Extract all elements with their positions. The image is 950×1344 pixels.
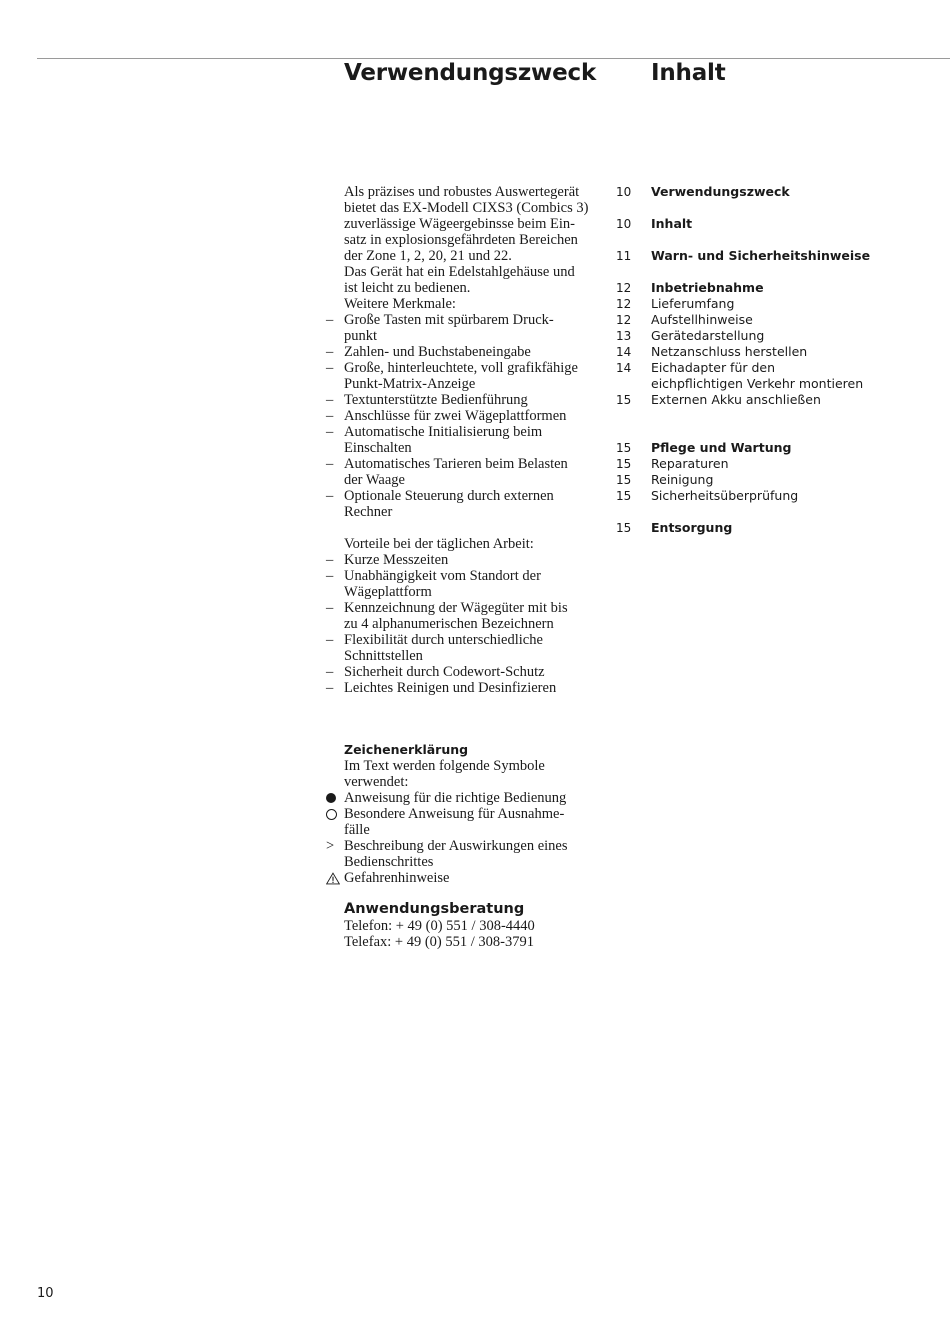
dash-marker: – (326, 408, 334, 424)
dash-marker: – (326, 424, 334, 440)
feature-item (326, 456, 594, 488)
symbol-legend (326, 742, 594, 886)
intro-paragraph (344, 184, 594, 312)
feature-line: Rechner (344, 504, 393, 520)
feature-line: Einschalten (344, 440, 412, 456)
top-rule (37, 58, 950, 59)
dash-marker: – (326, 344, 334, 360)
toc-page: 11 (616, 249, 632, 263)
warning-triangle-icon (326, 870, 340, 886)
advantages-list (326, 552, 594, 696)
dash-marker: – (326, 360, 334, 376)
toc-page: 15 (616, 393, 632, 407)
toc-page: 15 (616, 457, 632, 471)
toc-entry[interactable] (616, 280, 936, 296)
feature-item (326, 424, 594, 456)
advice-phone: Telefon: + 49 (0) 551 / 308-4440 (344, 918, 535, 934)
toc-page: 14 (616, 345, 632, 359)
toc-entry[interactable] (616, 488, 936, 504)
toc-page: 15 (616, 489, 632, 503)
legend-title: Zeichenerklärung (344, 742, 469, 757)
toc-title: Inhalt (651, 216, 693, 231)
feature-line: der Waage (344, 472, 405, 488)
toc-page: 12 (616, 313, 632, 327)
feature-item (326, 488, 594, 520)
advantage-line: Flexibilität durch unterschiedliche (344, 632, 543, 648)
legend-item (344, 790, 594, 806)
features-list (326, 312, 594, 520)
toc-entry[interactable] (616, 456, 936, 472)
feature-item (326, 392, 594, 408)
feature-item (326, 344, 594, 360)
advantage-item (326, 680, 594, 696)
advantage-line: zu 4 alphanumerischen Bezeichnern (344, 616, 554, 632)
toc-title: Reinigung (651, 472, 714, 487)
dash-marker: – (326, 568, 334, 584)
toc-title: Externen Akku anschließen (651, 392, 821, 407)
advice-title: Anwendungsberatung (344, 901, 525, 917)
feature-line: Große, hinterleuchtete, voll grafikfähige (344, 360, 578, 376)
advantage-line: Kurze Messzeiten (344, 552, 449, 568)
advantage-line: Wägeplattform (344, 584, 432, 600)
legend-item-line: Gefahrenhinweise (344, 870, 450, 886)
dash-marker: – (326, 552, 334, 568)
feature-line: Anschlüsse für zwei Wägeplattformen (344, 408, 567, 424)
feature-line: Große Tasten mit spürbarem Druck- (344, 312, 554, 328)
dash-marker: – (326, 488, 334, 504)
legend-item-line: Besondere Anweisung für Ausnahme- (344, 806, 565, 822)
toc-entry[interactable] (616, 392, 936, 408)
toc-title: Lieferumfang (651, 296, 735, 311)
toc-page: 15 (616, 473, 632, 487)
dash-marker: – (326, 600, 334, 616)
toc-title: Sicherheitsüberprüfung (651, 488, 799, 503)
legend-item (326, 838, 594, 870)
page-number: 10 (37, 1286, 54, 1301)
dash-marker: – (326, 664, 334, 680)
toc-page: 15 (616, 441, 632, 455)
dash-marker: – (326, 392, 334, 408)
advantage-item (326, 552, 594, 568)
dash-marker: – (326, 680, 334, 696)
toc-entry[interactable] (616, 520, 936, 536)
feature-item (326, 312, 594, 344)
toc-page: 13 (616, 329, 632, 343)
toc-title: Reparaturen (651, 456, 729, 471)
feature-line: punkt (344, 328, 378, 344)
toc-entry[interactable] (616, 328, 936, 344)
greater-than-icon: > (326, 838, 335, 854)
dash-marker: – (326, 456, 334, 472)
toc-title: Inbetriebnahme (651, 280, 764, 295)
advantage-line: Leichtes Reinigen und Desinfizieren (344, 680, 557, 696)
heading-purpose: Verwendungszweck (344, 60, 597, 86)
legend-item (344, 870, 594, 886)
feature-line: Zahlen- und Buchstabeneingabe (344, 344, 531, 360)
legend-item-line: Beschreibung der Auswirkungen eines (344, 838, 568, 854)
table-of-contents (616, 184, 936, 536)
filled-circle-icon (326, 790, 340, 806)
toc-page: 14 (616, 361, 632, 375)
advantage-item (326, 632, 594, 664)
feature-line: Automatische Initialisierung beim (344, 424, 543, 440)
heading-contents: Inhalt (651, 60, 726, 86)
toc-entry[interactable] (616, 216, 936, 232)
feature-line: Optionale Steuerung durch externen (344, 488, 554, 504)
advantage-item (326, 568, 594, 600)
intro-line: Das Gerät hat ein Edelstahlgehäuse und (344, 264, 575, 280)
spacer (344, 520, 594, 536)
dash-marker: – (326, 632, 334, 648)
advantage-item (326, 664, 594, 680)
intro-line: zuverlässige Wägeergebinsse beim Ein- (344, 216, 575, 232)
intro-line: bietet das EX-Modell CIXS3 (Combics 3) (344, 200, 589, 216)
advantages-title: Vorteile bei der täglichen Arbeit: (344, 536, 534, 552)
feature-line: Punkt-Matrix-Anzeige (344, 376, 476, 392)
legend-intro-line: Im Text werden folgende Symbole (344, 758, 545, 774)
purpose-section (326, 184, 594, 696)
toc-title: Verwendungszweck (651, 184, 790, 199)
intro-line: satz in explosionsgefährdeten Bereichen (344, 232, 578, 248)
application-advice (344, 900, 594, 950)
legend-intro-line: verwendet: (344, 774, 409, 790)
toc-entry[interactable] (616, 248, 936, 264)
toc-page: 10 (616, 185, 632, 199)
advantage-line: Kennzeichnung der Wägegüter mit bis (344, 600, 568, 616)
legend-item (344, 806, 594, 838)
feature-line: Automatisches Tarieren beim Belasten (344, 456, 568, 472)
toc-title: Pflege und Wartung (651, 440, 792, 455)
advantage-item (326, 600, 594, 632)
advantage-line: Sicherheit durch Codewort-Schutz (344, 664, 545, 680)
toc-page: 12 (616, 297, 632, 311)
advantage-line: Unabhängigkeit vom Standort der (344, 568, 541, 584)
legend-item-line: Bedienschrittes (344, 854, 434, 870)
intro-line: ist leicht zu bedienen. (344, 280, 471, 296)
toc-entry[interactable] (616, 440, 936, 456)
intro-line: Als präzises und robustes Auswertegerät (344, 184, 580, 200)
toc-entry[interactable] (616, 296, 936, 312)
toc-title: Warn- und Sicherheitshinweise (651, 248, 871, 263)
toc-page: 15 (616, 521, 632, 535)
toc-title: Gerätedarstellung (651, 328, 765, 343)
legend-item-line: Anweisung für die richtige Bedienung (344, 790, 567, 806)
feature-line: Textunterstützte Bedienführung (344, 392, 528, 408)
features-title: Weitere Merkmale: (344, 296, 456, 312)
toc-entry[interactable] (616, 312, 936, 328)
intro-line: der Zone 1, 2, 20, 21 und 22. (344, 248, 512, 264)
legend-item-line: fälle (344, 822, 370, 838)
toc-entry[interactable] (616, 344, 936, 360)
open-circle-icon (326, 806, 340, 822)
dash-marker: – (326, 312, 334, 328)
feature-item (326, 408, 594, 424)
toc-title: Aufstellhinweise (651, 312, 753, 327)
toc-title: Entsorgung (651, 520, 733, 535)
toc-entry[interactable] (616, 184, 936, 200)
toc-entry[interactable] (616, 472, 936, 488)
advantage-line: Schnittstellen (344, 648, 423, 664)
feature-item (326, 360, 594, 392)
toc-title: Eichadapter für den eichpflichtigen Verkehr montieren (651, 360, 864, 391)
advice-fax: Telefax: + 49 (0) 551 / 308-3791 (344, 934, 534, 950)
toc-page: 10 (616, 217, 632, 231)
toc-page: 12 (616, 281, 632, 295)
toc-entry[interactable] (616, 360, 936, 392)
toc-title: Netzanschluss herstellen (651, 344, 808, 359)
